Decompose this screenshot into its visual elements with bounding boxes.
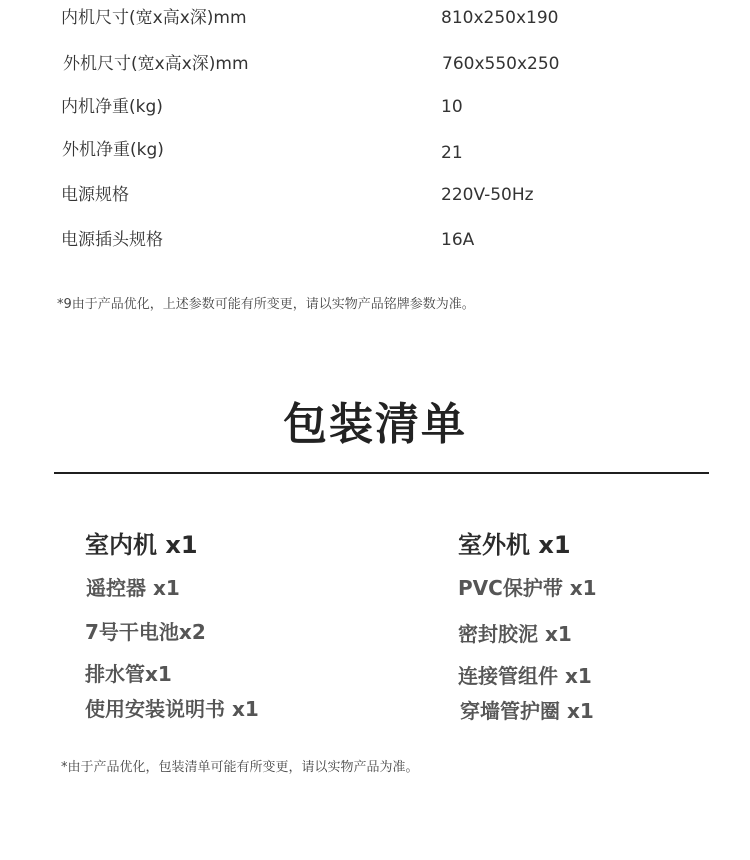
spec-row bbox=[0, 7, 750, 37]
spec-label: 电源插头规格 bbox=[61, 230, 163, 250]
spec-label: 外机尺寸(宽x高x深)mm bbox=[63, 54, 249, 74]
spec-label: 内机净重(kg) bbox=[61, 97, 163, 117]
packing-item: 使用安装说明书 x1 bbox=[85, 697, 259, 721]
spec-value: 16A bbox=[441, 230, 475, 250]
packing-item: 穿墙管护圈 x1 bbox=[460, 699, 594, 723]
packing-list-title: 包装清单 bbox=[283, 399, 467, 450]
spec-label: 电源规格 bbox=[61, 185, 129, 205]
spec-label: 内机尺寸(宽x高x深)mm bbox=[61, 8, 247, 28]
packing-item: 7号干电池x2 bbox=[85, 620, 206, 644]
divider bbox=[54, 472, 709, 474]
spec-row bbox=[0, 229, 750, 259]
packing-item: 密封胶泥 x1 bbox=[458, 622, 572, 646]
spec-value: 21 bbox=[441, 143, 463, 163]
spec-footnote: *9由于产品优化，上述参数可能有所变更，请以实物产品铭牌参数为准。 bbox=[57, 297, 475, 312]
packing-item: PVC保护带 x1 bbox=[458, 576, 597, 600]
spec-value: 220V-50Hz bbox=[441, 185, 534, 205]
spec-row bbox=[0, 53, 750, 83]
packing-footnote: *由于产品优化，包装清单可能有所变更，请以实物产品为准。 bbox=[61, 760, 419, 775]
packing-item: 连接管组件 x1 bbox=[458, 664, 592, 688]
packing-item: 室内机 x1 bbox=[85, 531, 198, 559]
spec-value: 810x250x190 bbox=[441, 8, 559, 28]
spec-value: 760x550x250 bbox=[442, 54, 560, 74]
packing-item: 遥控器 x1 bbox=[86, 576, 180, 600]
packing-item: 室外机 x1 bbox=[458, 531, 571, 559]
spec-label: 外机净重(kg) bbox=[62, 140, 164, 160]
spec-row bbox=[0, 139, 750, 169]
spec-row bbox=[0, 184, 750, 214]
spec-row bbox=[0, 96, 750, 126]
spec-value: 10 bbox=[441, 97, 463, 117]
packing-item: 排水管x1 bbox=[85, 662, 172, 686]
